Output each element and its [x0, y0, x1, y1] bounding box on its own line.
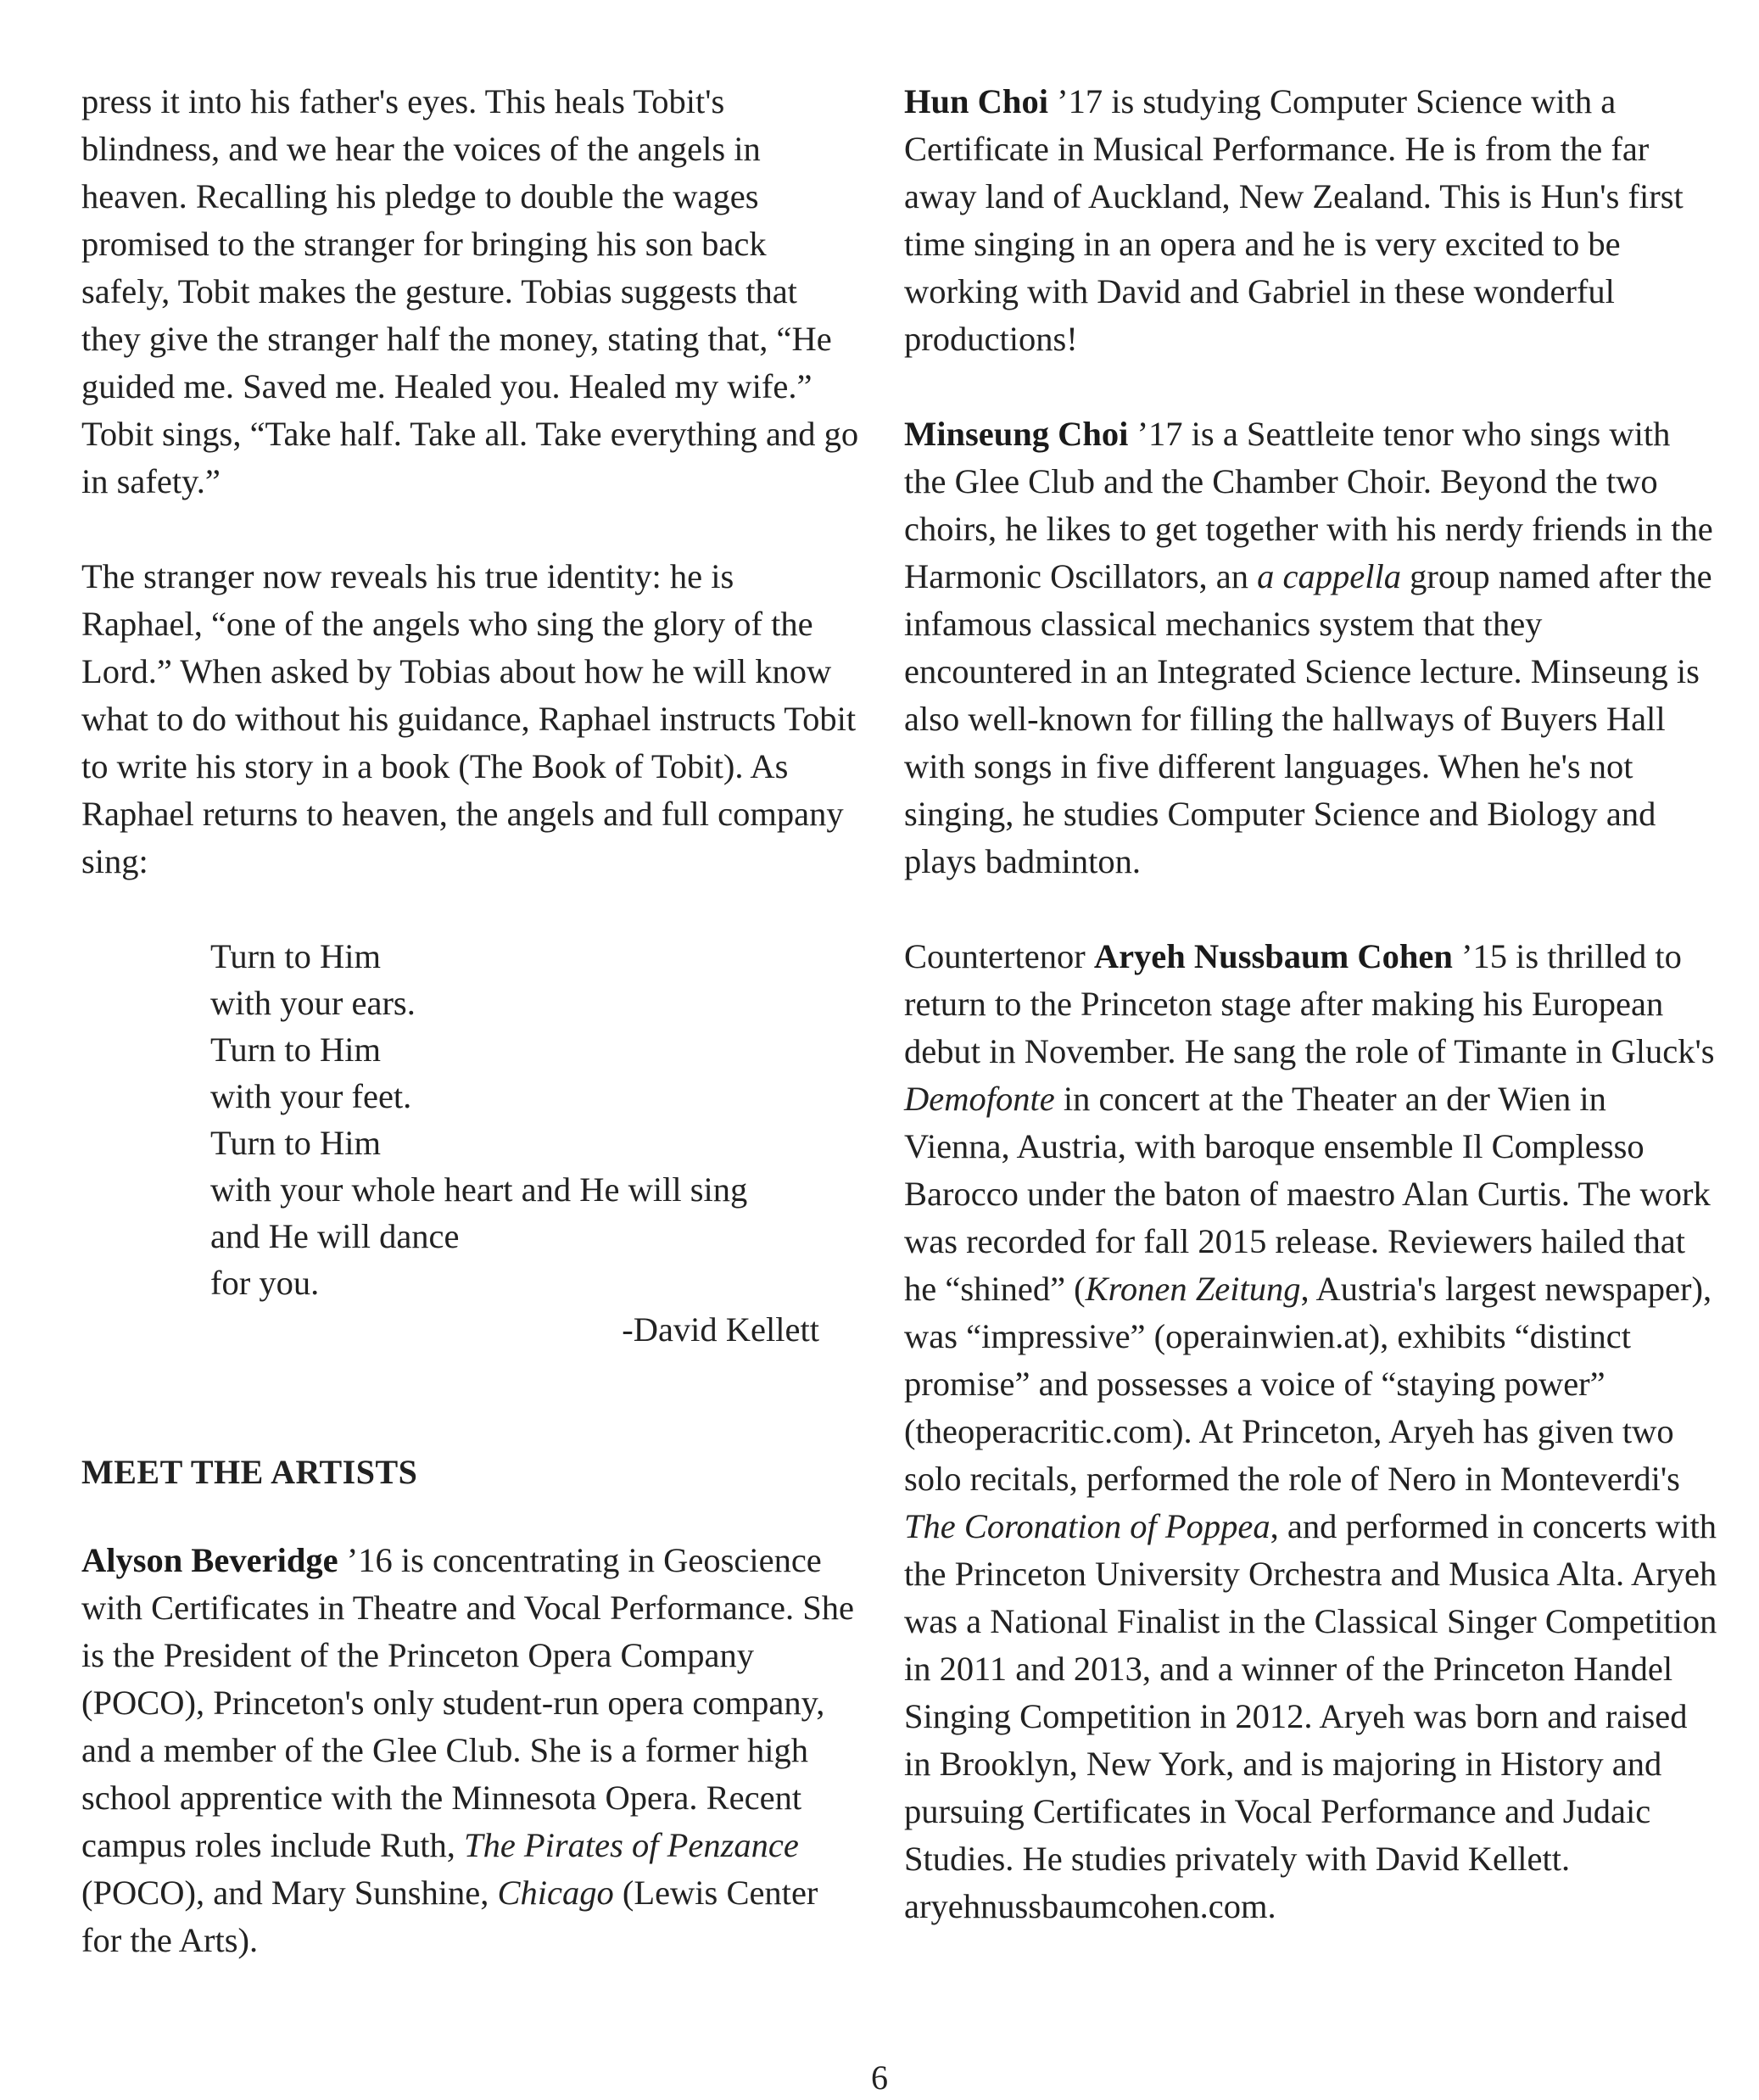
bio-hun [904, 78, 1718, 363]
poem-line: for you. [210, 1264, 320, 1302]
bio-text: in concert at the Theater an der Wien in Vienna, Austria, with baroque ensemble Il Complesso Barocco under the baton of maestro Alan Curtis. The work was recorded for fall 2015 release. Reviewers hailed that he “shined” ( [904, 1080, 1711, 1308]
poem-line: with your whole heart and He will sing [210, 1170, 748, 1209]
poem-line: Turn to Him [210, 1124, 382, 1162]
poem [210, 933, 862, 1306]
bio-text: (Lewis Center for the Arts). [81, 1874, 818, 1959]
poem-line: with your feet. [210, 1077, 412, 1115]
section-heading: MEET THE ARTISTS [81, 1453, 418, 1491]
page-number: 6 [871, 2058, 888, 2097]
poem-line: Turn to Him [210, 1030, 382, 1069]
bio-text: , Austria's largest newspaper), was “impressive” (operainwien.at), exhibits “distinct promise” and possesses a voice of “staying power” (theoperacritic.com). At Princeton, Aryeh has given two solo recitals, performed the role of Nero in Monteverdi's [904, 1270, 1712, 1498]
artist-name: Alyson Beveridge [81, 1541, 338, 1579]
bio-text: , and performed in concerts with the Princeton University Orchestra and Musica Alta. Aryeh was a National Finalist in the Classical Singer Competition in 2011 and 2013, and a winner of the Princeton Handel Singing Competition in 2012. Aryeh was born and raised in Brooklyn, New York, and is majoring in History and pursuing Certificates in Vocal Performance and Judaic Studies. He studies privately with David Kellett. aryehnussbaumcohen.com. [904, 1507, 1717, 1925]
work-title: The Coronation of Poppea [904, 1507, 1270, 1545]
poem-line: and He will dance [210, 1217, 460, 1255]
bio-minseung [904, 411, 1718, 885]
artist-name: Hun Choi [904, 82, 1048, 120]
poem-attribution: -David Kellett [622, 1310, 819, 1349]
bio-text: Countertenor [904, 937, 1094, 975]
synopsis-text-2: The stranger now reveals his true identity: he is Raphael, “one of the angels who sing the glory of the Lord.” When asked by Tobias about how he will know what to do without his guidance, Raphael instructs Tobit to write his story in a book (The Book of Tobit). As Raphael returns to heaven, the angels and full company sing: [81, 557, 857, 880]
poem-line: Turn to Him [210, 937, 382, 975]
right-column [904, 78, 1718, 1978]
work-title: Demofonte [904, 1080, 1055, 1118]
artist-name: Minseung Choi [904, 415, 1129, 453]
work-title: The Pirates of Penzance [464, 1826, 799, 1864]
artist-name: Aryeh Nussbaum Cohen [1093, 937, 1453, 975]
bio-text: group named after the infamous classical mechanics system that they encountered in an Integrated Science lecture. Minseung is also well-known for filling the hallways of Buyers Hall with songs in five different languages. When he's not singing, he studies Computer Science and Biology and plays badminton. [904, 557, 1712, 880]
bio-alyson [81, 1537, 862, 1964]
bio-text: (POCO), and Mary Sunshine, [81, 1874, 498, 1912]
bio-text: ’17 is a Seattleite tenor who sings with the Glee Club and the Chamber Choir. Beyond the two choirs, he likes to get together with his nerdy friends in the Harmonic Oscillators, an [904, 415, 1713, 595]
bio-aryeh [904, 933, 1718, 1930]
work-title: Chicago [497, 1874, 614, 1912]
synopsis-paragraph-1 [81, 78, 862, 505]
left-column [81, 78, 862, 2012]
poem-line: with your ears. [210, 984, 416, 1022]
synopsis-paragraph-2 [81, 553, 862, 885]
italic-term: a cappella [1257, 557, 1401, 595]
publication-title: Kronen Zeitung [1085, 1270, 1301, 1308]
bio-text: ’16 is concentrating in Geoscience with Certificates in Theatre and Vocal Performance. She is the President of the Princeton Opera Company (POCO), Princeton's only student-run opera company, and a member of the Glee Club. She is a former high school apprentice with the Minnesota Opera. Recent campus roles include Ruth, [81, 1541, 854, 1864]
bio-text: ’15 is thrilled to return to the Princeton stage after making his European debut in November. He sang the role of Timante in Gluck's [904, 937, 1715, 1070]
bio-text: ’17 is studying Computer Science with a Certificate in Musical Performance. He is from the far away land of Auckland, New Zealand. This is Hun's first time singing in an opera and he is very excited to be working with David and Gabriel in these wonderful productions! [904, 82, 1684, 358]
synopsis-text-1: press it into his father's eyes. This heals Tobit's blindness, and we hear the voices of the angels in heaven. Recalling his pledge to double the wages promised to the stranger for bringing his son back safely, Tobit makes the gesture. Tobias suggests that they give the stranger half the money, stating that, “He guided me. Saved me. Healed you. Healed my wife.” Tobit sings, “Take half. Take all. Take everything and go in safety.” [81, 82, 859, 500]
